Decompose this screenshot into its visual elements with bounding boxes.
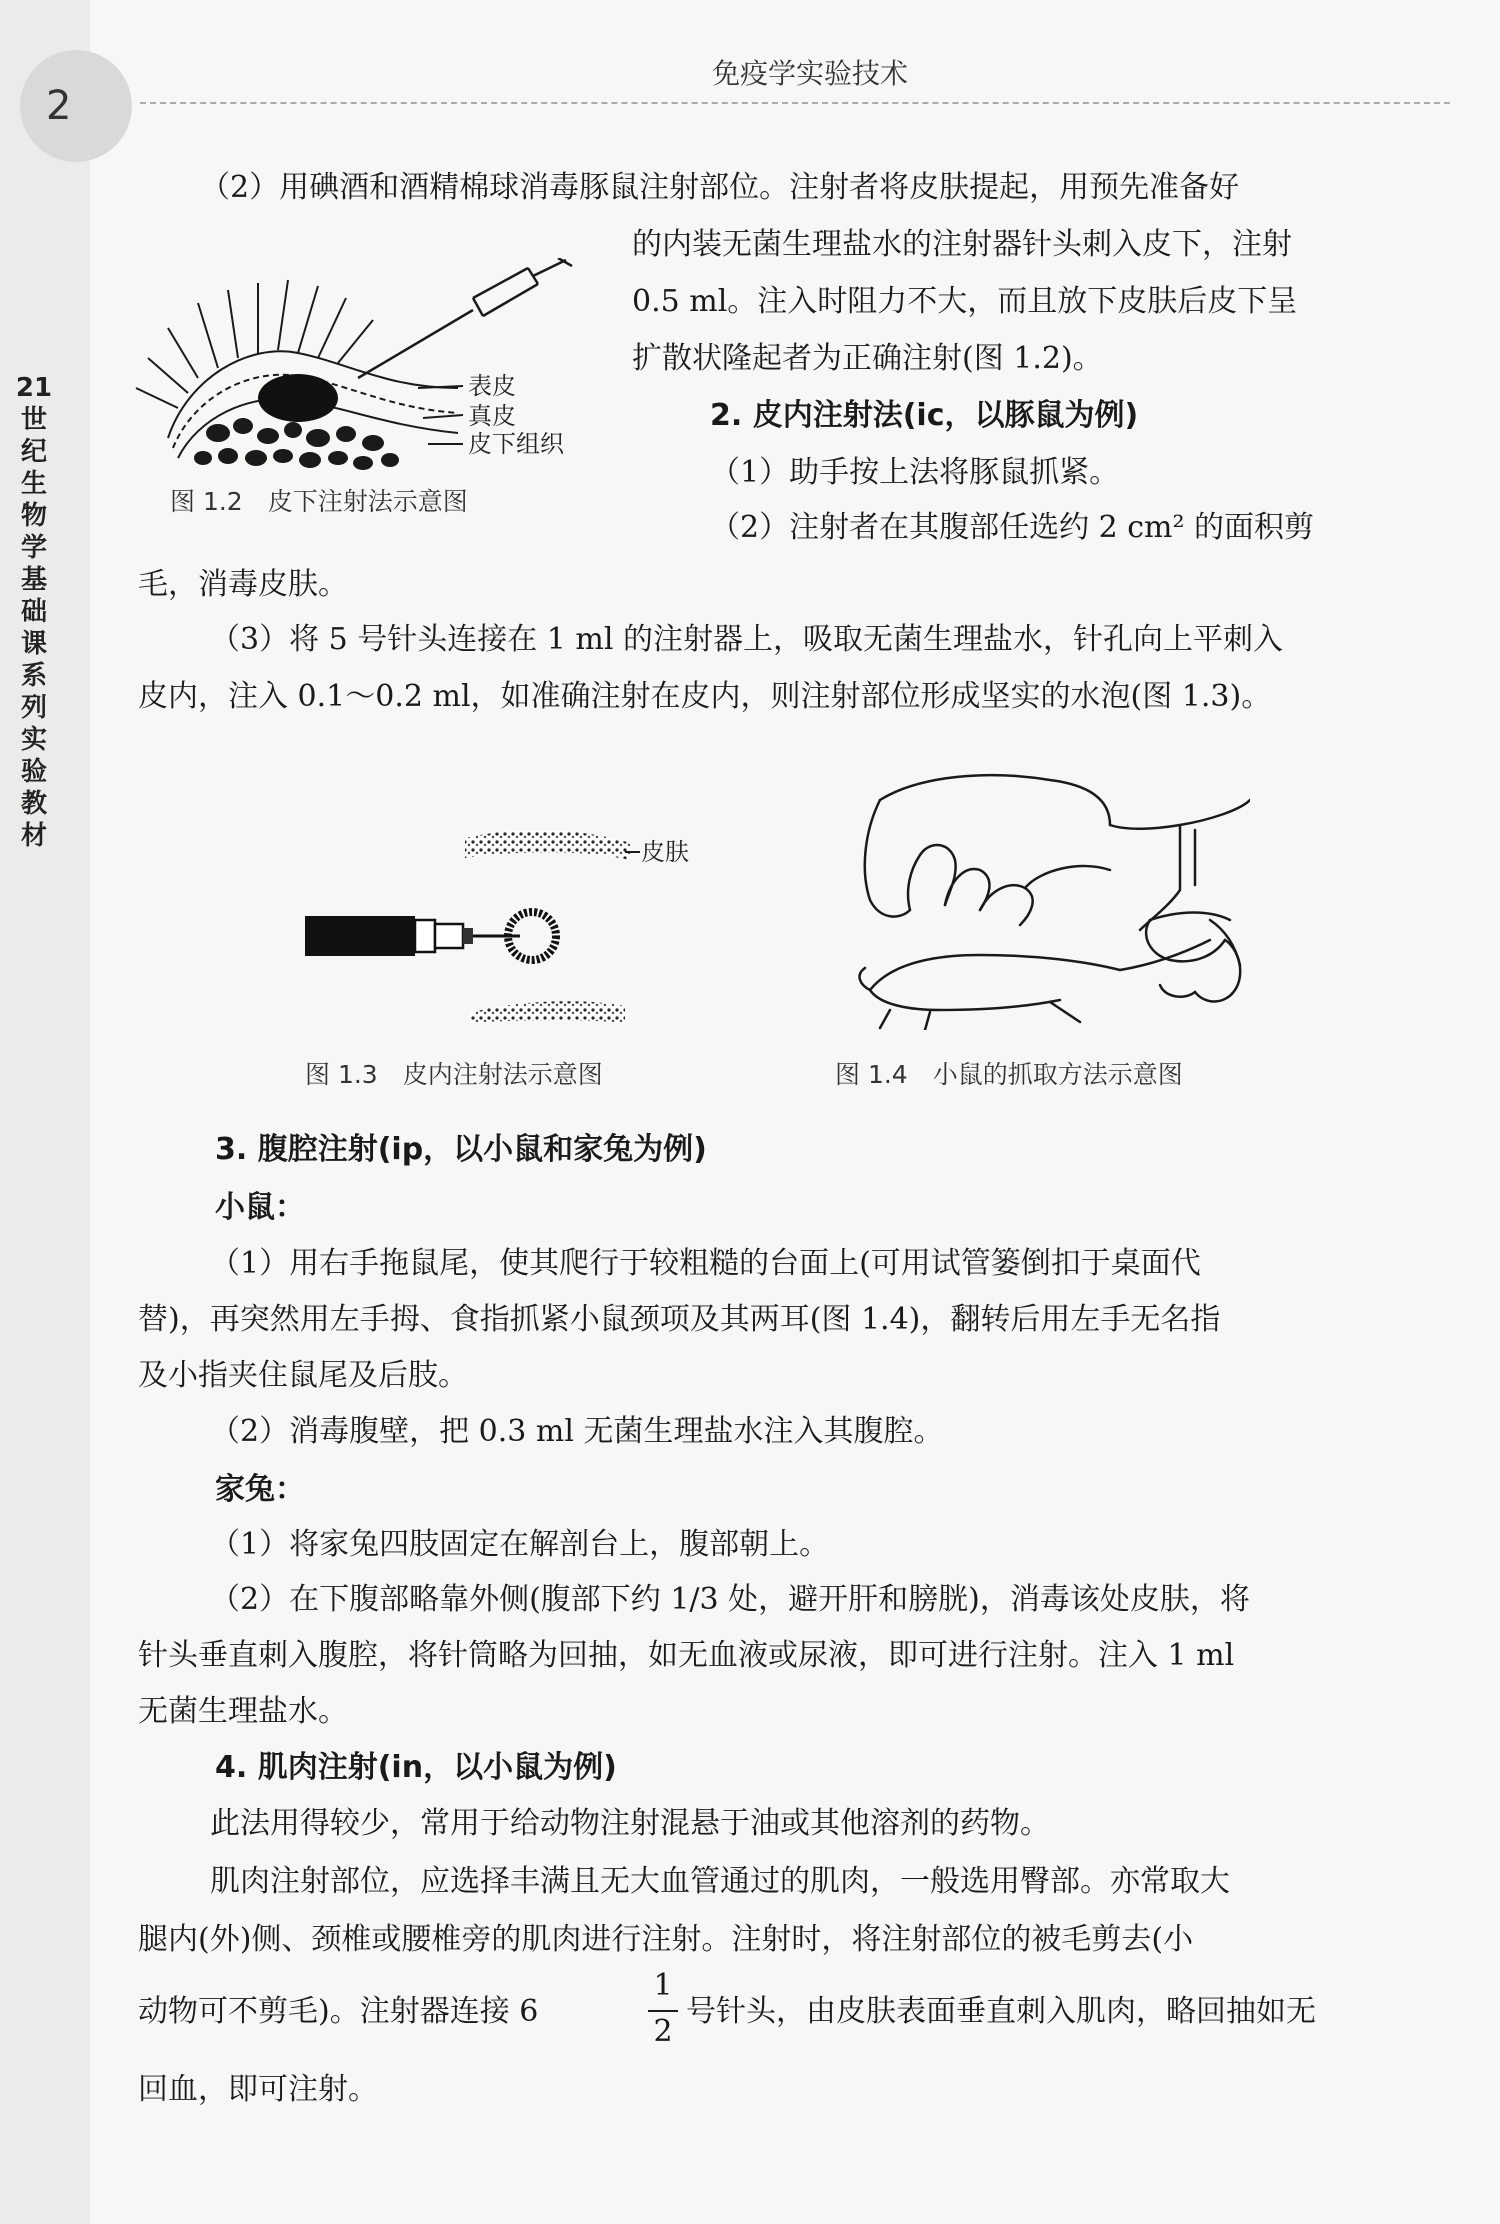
- paragraph-line: 替)，再突然用左手拇、食指抓紧小鼠颈项及其两耳(图 1.4)，翻转后用左手无名指: [138, 1302, 1221, 1337]
- figure-mouse-handling: [850, 770, 1250, 1030]
- paragraph-line: （2）用碘酒和酒精棉球消毒豚鼠注射部位。注射者将皮肤提起，用预先准备好: [200, 170, 1240, 205]
- figure-caption: 图 1.4 小鼠的抓取方法示意图: [835, 1060, 1183, 1089]
- paragraph-line: 肌肉注射部位，应选择丰满且无大血管通过的肌肉，一般选用臀部。亦常取大: [210, 1864, 1230, 1899]
- paragraph-line: （2）消毒腹壁，把 0.3 ml 无菌生理盐水注入其腹腔。: [210, 1414, 944, 1449]
- paragraph-line: 扩散状隆起者为正确注射(图 1.2)。: [632, 341, 1103, 376]
- series-title: 21世纪生物学基础课系列实验教材: [15, 373, 53, 851]
- paragraph-line: 针头垂直刺入腹腔，将针筒略为回抽，如无血液或尿液，即可进行注射。注入 1 ml: [138, 1638, 1235, 1673]
- paragraph-line: 回血，即可注射。: [138, 2072, 378, 2107]
- label-epidermis: 表皮: [468, 372, 516, 400]
- page-number: 2: [46, 83, 72, 129]
- figure-caption: 图 1.3 皮内注射法示意图: [305, 1060, 603, 1089]
- fraction-denominator: 2: [653, 2014, 673, 2049]
- label-skin: 皮肤: [641, 838, 689, 866]
- subheading-mouse: 小鼠：: [215, 1190, 305, 1225]
- label-subcutaneous: 皮下组织: [468, 430, 564, 458]
- paragraph-line: （2）在下腹部略靠外侧(腹部下约 1/3 处，避开肝和膀胱)，消毒该处皮肤，将: [210, 1582, 1250, 1617]
- paragraph-line: 无菌生理盐水。: [138, 1694, 348, 1729]
- paragraph-line: 动物可不剪毛)。注射器连接 6: [138, 1994, 539, 2029]
- paragraph-line: （1）助手按上法将豚鼠抓紧。: [710, 455, 1120, 490]
- paragraph-line: 皮内，注入 0.1～0.2 ml，如准确注射在皮内，则注射部位形成坚实的水泡(图 1.3)。: [138, 679, 1272, 714]
- paragraph-line: 0.5 ml。注入时阻力不大，而且放下皮肤后皮下呈: [632, 284, 1298, 319]
- paragraph-line: 腿内(外)侧、颈椎或腰椎旁的肌肉进行注射。注射时，将注射部位的被毛剪去(小: [138, 1922, 1194, 1957]
- header-divider: [140, 102, 1450, 104]
- figure-subcutaneous-injection: [128, 258, 588, 473]
- paragraph-line: （2）注射者在其腹部任选约 2 cm² 的面积剪: [710, 510, 1315, 545]
- fraction-numerator: 1: [653, 1968, 673, 2003]
- fraction-bar: [648, 2010, 678, 2012]
- subheading-rabbit: 家兔：: [215, 1472, 305, 1507]
- paragraph-line: 号针头，由皮肤表面垂直刺入肌肉，略回抽如无: [686, 1994, 1316, 2029]
- page-number-badge: [20, 50, 132, 162]
- running-header-title: 免疫学实验技术: [711, 57, 908, 90]
- paragraph-line: 此法用得较少，常用于给动物注射混悬于油或其他溶剂的药物。: [210, 1806, 1050, 1841]
- section-heading: 3. 腹腔注射(ip，以小鼠和家兔为例): [215, 1132, 707, 1167]
- paragraph-line: （3）将 5 号针头连接在 1 ml 的注射器上，吸取无菌生理盐水，针孔向上平刺入: [210, 622, 1283, 657]
- paragraph-line: 的内装无菌生理盐水的注射器针头刺入皮下，注射: [632, 227, 1292, 262]
- figure-intradermal-injection: [295, 808, 695, 1038]
- paragraph-line: 及小指夹住鼠尾及后肢。: [138, 1358, 468, 1393]
- section-heading: 2. 皮内注射法(ic，以豚鼠为例): [710, 398, 1139, 433]
- section-heading: 4. 肌肉注射(in，以小鼠为例): [215, 1750, 617, 1785]
- paragraph-line: 毛，消毒皮肤。: [138, 567, 348, 602]
- label-dermis: 真皮: [468, 402, 516, 430]
- figure-caption: 图 1.2 皮下注射法示意图: [170, 487, 468, 516]
- paragraph-line: （1）将家兔四肢固定在解剖台上，腹部朝上。: [210, 1527, 830, 1562]
- side-margin: [0, 0, 90, 2224]
- paragraph-line: （1）用右手拖鼠尾，使其爬行于较粗糙的台面上(可用试管篓倒扣于桌面代: [210, 1246, 1201, 1281]
